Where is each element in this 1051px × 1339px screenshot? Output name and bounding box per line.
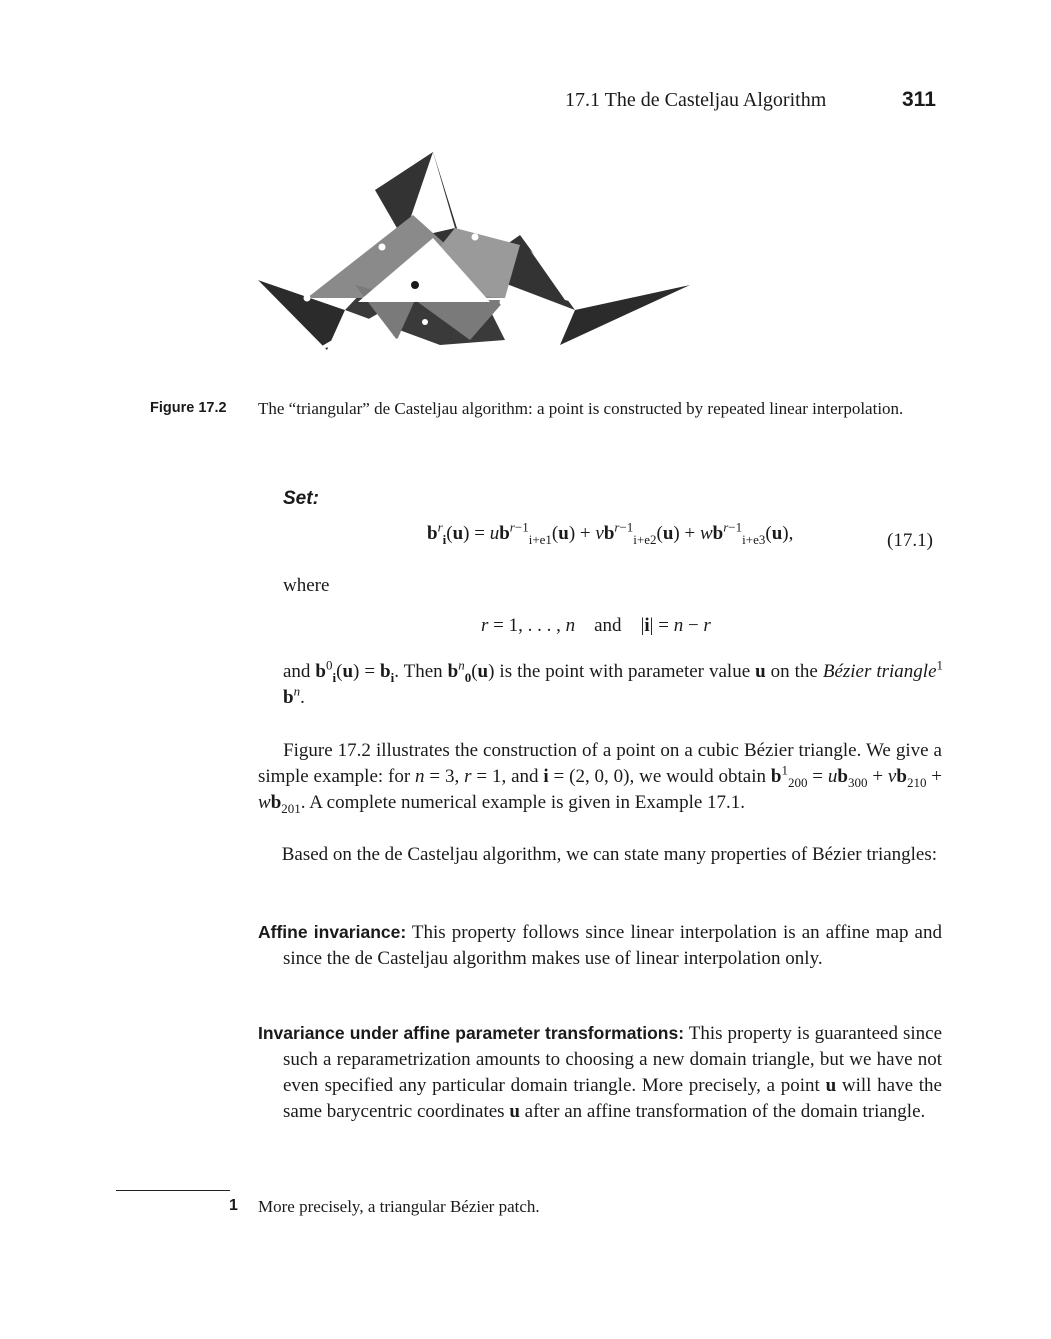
definition-affine-invariance: Affine invariance: This property follows since linear interpolation is an affine map and since the de Casteljau algorithm makes use of linear interpolation only. [258, 922, 942, 969]
point-right [500, 299, 507, 306]
point-center-right [452, 287, 458, 293]
paragraph-properties-intro: Based on the de Casteljau algorithm, we can state many properties of Bézier triangles: [281, 844, 938, 865]
point-bottom [394, 339, 401, 346]
point-upper-right [472, 234, 479, 241]
set-label: Set: [283, 488, 319, 509]
bezier-triangle-figure [255, 150, 695, 355]
where-label: where [283, 575, 330, 596]
page-number: 311 [902, 88, 936, 111]
point-top [430, 199, 437, 206]
equation-range: r = 1, . . . , n and |i| = n − r [481, 615, 711, 636]
point-left [304, 295, 311, 302]
control-net-right [560, 285, 690, 345]
point-upper-left [379, 244, 386, 251]
figure-caption: The “triangular” de Casteljau algorithm: a point is constructed by repeated linear interpolation. [258, 399, 904, 418]
definition-term: Affine invariance: [258, 922, 407, 942]
running-header-title: 17.1 The de Casteljau Algorithm [565, 89, 827, 111]
definition-parameter-invariance: Invariance under affine parameter transformations: This property is guaranteed since such a reparametrization amounts to choosing a new domain triangle, but we have not even specified any particular domain triangle. More precisely, a point u will have the same barycentric coordinates u after an affine transformation of the domain triangle. [258, 1023, 943, 1122]
final-point [411, 281, 419, 289]
point-bottom-mid [422, 319, 428, 325]
paragraph-example: Figure 17.2 illustrates the construction of a point on a cubic Bézier triangle. We give a simple example: for n = 3, r = 1, and i = (2, 0, 0), we would obtain $b^1_{200} = ub_{300} + vb_{210} + wb_{201}$. A complete numerical example is given in Example 17.1. [258, 740, 943, 816]
footnote-text: More precisely, a triangular Bézier patch. [258, 1197, 540, 1216]
definition-term: Invariance under affine parameter transformations: [258, 1023, 685, 1043]
footnote-rule [116, 1190, 230, 1191]
paragraph-definition: and $b^0_i(u) = b_i$. Then $b^n_0(u)$ is the point with parameter value u on the Bézier triangle$^1$ $b^n$. [283, 657, 944, 708]
equation-number: (17.1) [887, 530, 933, 551]
figure-label: Figure 17.2 [150, 400, 227, 416]
footnote-number: 1 [229, 1197, 238, 1214]
equation-17-1: $b^r_i(u) = ub^{r-1}_{i+e1}(u) + vb^{r-1}_{i+e2}(u) + wb^{r-1}_{i+e3}(u)$, [427, 519, 794, 547]
and-word: and [594, 615, 622, 636]
point-center-left [402, 287, 408, 293]
